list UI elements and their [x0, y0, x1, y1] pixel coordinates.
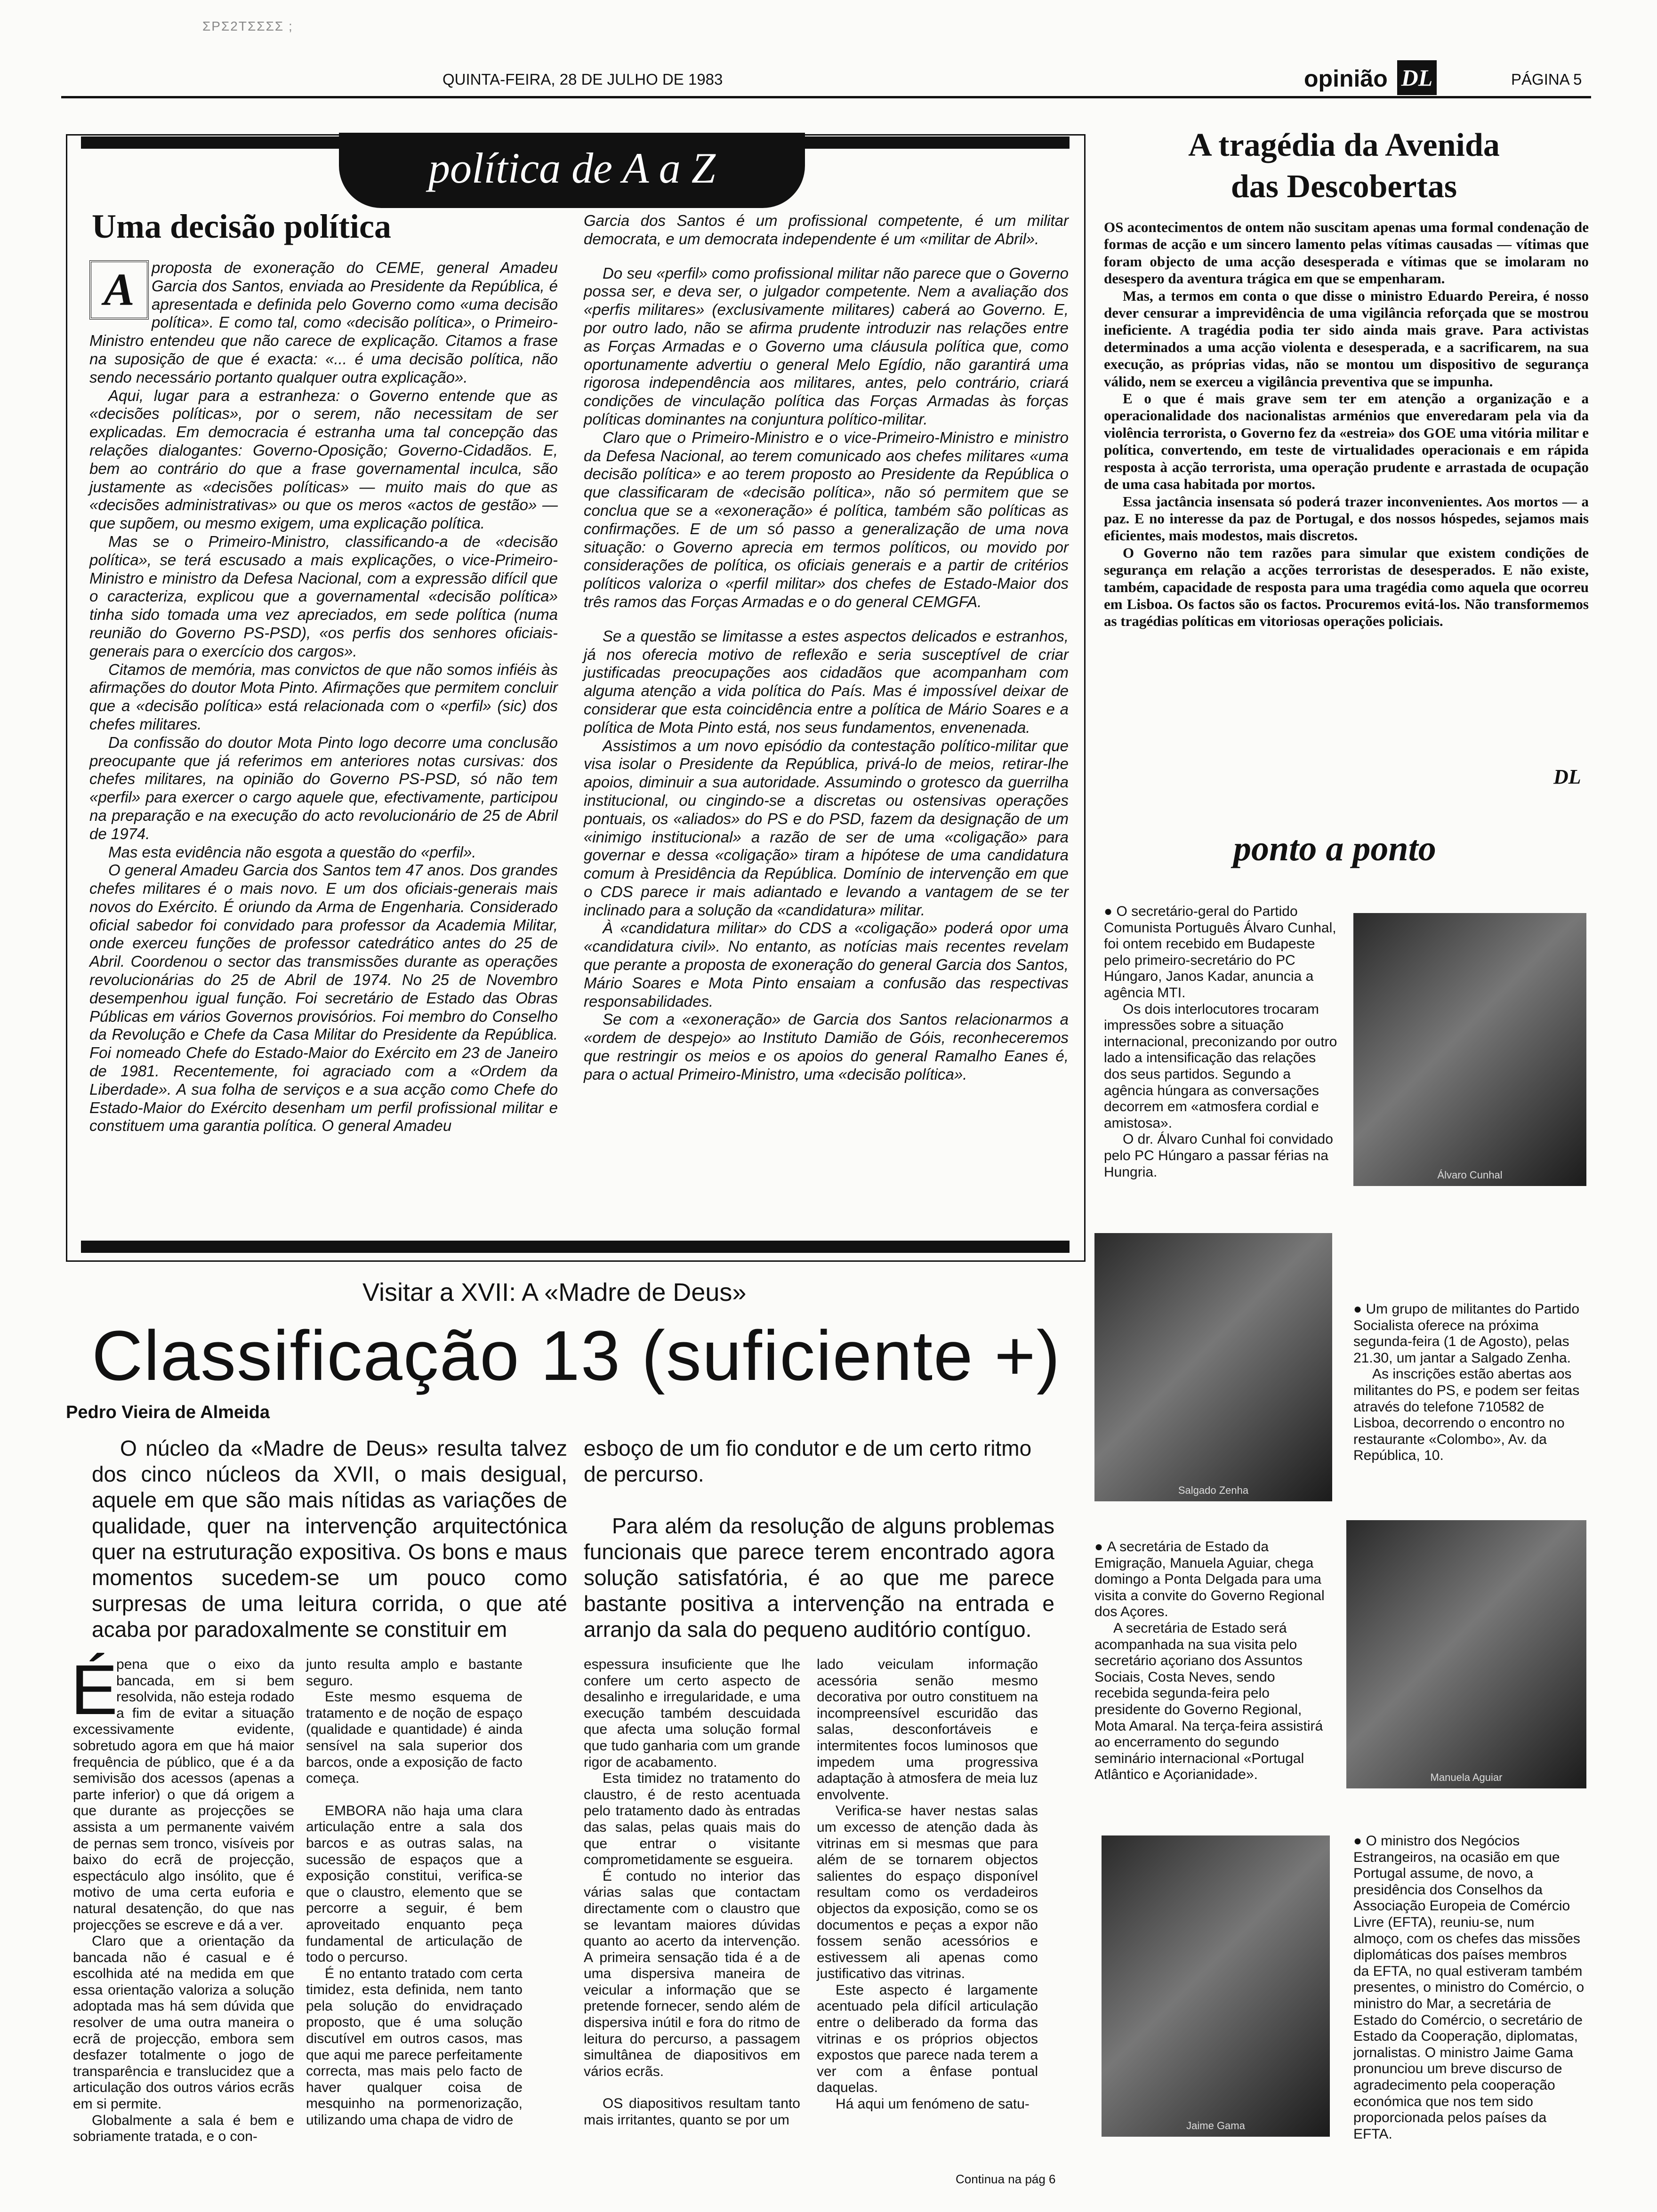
review-title: Classificação 13 (suficiente +): [92, 1316, 1061, 1395]
continued-note: Continua na pág 6: [956, 2172, 1056, 2186]
review-paragraph: Claro que a orientação da bancada não é casual e é escolhida até na medida em que essa orientação valoriza a solução adoptada mas há sem dúvida que resolver de uma outra maneira o ecrã de projecção, embora sem desfazer totalmente o jogo de transparência e translucidez que a articulação dos outros vários ecrãs em si permite.: [73, 1933, 294, 2112]
review-lead-paragraph: Para além da resolução de alguns problemas funcionais que parece terem encontrado agora solução satisfatória, é ao que me parece bastante positiva a intervenção na entrada e arranjo da sala do pequeno auditório contíguo.: [584, 1514, 1054, 1642]
az-bottom-rule: [81, 1241, 1070, 1253]
review-lead-paragraph: esboço de um fio condutor e de um certo ritmo de percurso.: [584, 1436, 1032, 1486]
ponto-paragraph: Os dois interlocutores trocaram impressões sobre a situação internacional, preconizando por outro lado a intensificação das relações dos seus partidos. Segundo a agência húngara as conversações decorrem em «atmosfera cordial e amistosa».: [1104, 1001, 1337, 1131]
editorial-paragraph: O Governo não tem razões para simular que existem condições de segurança em relação a acções terroristas de desesperados. E não existe, também, capacidade de resposta para uma tragédia como aquela que ocorreu em Lisboa. Os factos são os factos. Procuremos evitá-los. Não transformemos as tragédias políticas em vitoriosas operações policiais.: [1104, 544, 1589, 630]
photo-zenha: [1094, 1233, 1332, 1501]
review-paragraph: junto resulta amplo e bastante seguro.: [306, 1657, 523, 1689]
az-paragraph: Garcia dos Santos é um profissional competente, é um militar democrata, e um democrata independente é um «militar de Abril».: [584, 212, 1069, 248]
az-paragraph: À «candidatura militar» do CDS a «coligação» poderá opor uma «candidatura civil». No entanto, as notícias mais recentes revelam que perante a proposta de exoneração do general Garcia dos Santos, Mário Soares e Mota Pinto ensaiam a confusão das respectivas responsabilidades.: [584, 919, 1069, 1010]
editorial-paragraph: Mas, a termos em conta o que disse o ministro Eduardo Pereira, é nosso dever censurar a imprevidência de uma vigilância reforçada que se mostrou ineficiente. A tragédia podia ter sido ainda mais grave. Para activistas determinados a uma acção violenta e desesperada, e a sacrificarem, na sua execução, as próprias vidas, não se montou um dispositivo de segurança válido, nem se exerceu a vigilância preventiva que se impunha.: [1104, 287, 1589, 390]
editorial-paragraph: E o que é mais grave sem ter em atenção a organização e a operacionalidade dos nacionalistas arménios que enveredaram pela via da violência terrorista, o Governo fez da «estreia» dos GOE uma vitória militar e política, convertendo, em teste de virtualidades operacionais e em rápida resposta à acção terrorista, uma operação prudente e arrastada de ocupação de uma casa habitada por mortos.: [1104, 390, 1589, 493]
az-paragraph: Claro que o Primeiro-Ministro e o vice-Primeiro-Ministro e ministro da Defesa Nacional, ao terem comunicado aos chefes militares «uma decisão política» e ao terem proposto ao Presidente da República o que classificaram de «decisão política», não só permitem que se conclua que se a «exoneração» é política, também são políticas as confirmações. E de um só passo a generalização de uma nova situação: o Governo aprecia em termos políticos, ou movido por considerações de política, os oficiais generais e a partir de critérios políticos valoriza o «perfil militar» dos chefes de Estado-Maior dos três ramos das Forças Armadas e o do general CEMGFA.: [584, 428, 1069, 610]
review-author: Pedro Vieira de Almeida: [66, 1403, 270, 1422]
az-paragraph: Da confissão do doutor Mota Pinto logo decorre uma conclusão preocupante que já referimos em anteriores notas cursivas: dos chefes militares, na opinião do Governo PS-PSD, só não tem «perfil» para exercer o cargo aquele que, efectivamente, participou na preparação e na execução do acto revolucionário de 25 de Abril de 1974.: [89, 733, 558, 842]
ponto-paragraph: ● O ministro dos Negócios Estrangeiros, na ocasião em que Portugal assume, de novo, a presidência dos Conselhos da Associação Europeia de Comércio Livre (EFTA), reuniu-se, num almoço, com os chefes das missões diplomáticas dos países membros da EFTA, no qual estiveram também presentes, o ministro do Comércio, o ministro do Mar, a secretária de Estado do Comércio, o secretário de Estado da Cooperação, diplomatas, jornalistas. O ministro Jaime Gama pronunciou um breve discurso de agradecimento pela cooperação económica que nos tem sido proporcionada pelos países da EFTA.: [1353, 1833, 1586, 2142]
az-dropcap: A: [89, 260, 149, 320]
ponto-item-cunhal: [1104, 904, 1339, 1180]
ponto-paragraph: ● O secretário-geral do Partido Comunista Português Álvaro Cunhal, foi ontem recebido em Budapeste pelo primeiro-secretário do PC Húngaro, Janos Kadar, anuncia a agência MTI.: [1104, 904, 1339, 1002]
page-number: PÁGINA 5: [1511, 71, 1582, 88]
review-paragraph: EMBORA não haja uma clara articulação entre a sala dos barcos e as outras salas, na sucessão de espaços que a exposição constitui, verifica-se que o claustro, elemento que se percorre a seguir, é bem aproveitado enquanto peça fundamental de articulação de todo o percurso.: [306, 1803, 523, 1965]
ponto-item-zenha: [1353, 1301, 1586, 1464]
review-paragraph: espessura insuficiente que lhe confere um certo aspecto de desalinho e irregularidade, e uma execução também descuidada que afecta uma solução formal que tudo ganharia com um grande rigor de acabamento.: [584, 1657, 800, 1770]
az-paragraph: Se a questão se limitasse a estes aspectos delicados e estranhos, já nos oferecia motivo de reflexão e seria susceptível de criar justificadas preocupações aos cidadãos que acompanham com alguma atenção a vida política do País. Mas é impossível deixar de considerar que esta coincidência entre a política de Mário Soares e a política de Mota Pinto está, nos seus fundamentos, envenenada.: [584, 627, 1069, 736]
ponto-heading: ponto a ponto: [1233, 829, 1436, 868]
az-paragraph: proposta de exoneração do CEME, general Amadeu Garcia dos Santos, enviada ao Presidente da República, é apresentada e definida pelo Governo como «uma decisão política». E como tal, como «decisão política», o Primeiro-Ministro entendeu que não carece de explicação. Citamos a frase na suposição de que é exacta: «... é uma decisão política, não sendo necessário portanto qualquer outra explicação».: [89, 259, 558, 386]
scan-marks: ΣΡΣ2ΤΣΣΣΣ ;: [202, 19, 293, 33]
ponto-paragraph: As inscrições estão abertas aos militantes do PS, e podem ser feitas através do telefone 710582 de Lisboa, decorrendo o encontro no restaurante «Colombo», Av. da República, 10.: [1353, 1366, 1580, 1464]
review-paragraph: Globalmente a sala é bem e sobriamente tratada, e o con-: [73, 2112, 294, 2145]
review-paragraph: Este mesmo esquema de tratamento e de noção de espaço (qualidade e quantidade) é ainda sensível na sala superior dos barcos, onde a exposição de facto começa.: [306, 1689, 523, 1787]
review-paragraph: pena que o eixo da bancada, em si bem resolvida, não esteja rodado a fim de evitar a situação excessivamente evidente, sobretudo agora em que há maior frequência de público, que é a da semivisão dos acessos (apenas a parte inferior) o que dá origem a que durante as projecções se assista a um permanente vaivém de pernas sem tronco, visíveis por baixo do ecrã de projecção, espectáculo algo insólito, que é motivo de uma certa euforia e natural desatenção, do que nas projecções se escreve e dá a ver.: [73, 1657, 294, 1933]
photo-gama: [1102, 1835, 1330, 2137]
newspaper-logo: DL: [1397, 60, 1437, 95]
az-column-1: [89, 259, 558, 1135]
header-rule: [61, 96, 1591, 98]
photo-caption: Manuela Aguiar: [1430, 1771, 1503, 1783]
editorial-signature: DL: [1553, 765, 1581, 788]
az-paragraph: Assistimos a um novo episódio da contestação político-militar que visa isolar o Presidente da República, privá-lo de meios, retirar-lhe apoios, diminuir a sua autoridade. Assumindo o grotesco da guerrilha institucional, ou cingindo-se a discretas ou ostensivas operações pontuais, os «aliados» do PS e do PSD, fazem da designação de um «inimigo institucional» a razão de ser de uma «coligação» para governar e dessa «coligação» tiram a hipótese de uma candidatura comum à Presidência da República. Domínio de intervenção em que o CDS parece ir mais adiantado e levando a vantagem de se ter inclinado para a solução da «candidatura» militar.: [584, 737, 1069, 919]
editorial-title-line: A tragédia da Avenida: [1188, 127, 1500, 163]
ponto-paragraph: ● A secretária de Estado da Emigração, Manuela Aguiar, chega domingo a Ponta Delgada para uma visita a convite do Governo Regional dos Açores.: [1094, 1539, 1330, 1620]
review-paragraph: Esta timidez no tratamento do claustro, é de resto acentuada pelo tratamento dado às entradas das salas, pelas quais mais do que entrar o visitante comprometidamente se esgueira.: [584, 1771, 800, 1868]
az-paragraph: Se com a «exoneração» de Garcia dos Santos relacionarmos a «ordem de despejo» ao Instituto Damião de Góis, reconheceremos que restringir os meios e os apoios do general Ramalho Eanes é, para o actual Primeiro-Ministro, uma «decisão política».: [584, 1010, 1069, 1083]
review-kicker: Visitar a XVII: A «Madre de Deus»: [362, 1278, 747, 1306]
review-dropcap: É: [71, 1650, 118, 1729]
editorial-paragraph: OS acontecimentos de ontem não suscitam apenas uma formal condenação de formas de acção e um sincero lamento pelas vítimas causadas — vítimas que foram objecto de uma acção desesperada e vítimas que se imolaram no desespero da aventura trágica em que se empenharam.: [1104, 219, 1589, 287]
section-name: opinião: [1304, 65, 1388, 92]
photo-aguiar: [1346, 1520, 1586, 1788]
review-paragraph: É no entanto tratado com certa timidez, esta definida, nem tanto pela solução do envidraçado proposto, que é uma solução discutível em outros casos, mas que aqui me parece perfeitamente correcta, mas mais pelo facto de haver qualquer coisa de mesquinho na pormenorização, utilizando uma chapa de vidro de: [306, 1965, 523, 2128]
ponto-paragraph: O dr. Álvaro Cunhal foi convidado pelo PC Húngaro a passar férias na Hungria.: [1104, 1131, 1333, 1180]
review-paragraph: Há aqui um fenómeno de satu-: [836, 2096, 1030, 2112]
editorial-paragraph: Essa jactância insensata só poderá trazer inconvenientes. Aos mortos — a paz. E no interesse da paz de Portugal, e dos nossos hóspedes, sejamos mais eficientes, mais modestos, mais discretos.: [1104, 493, 1589, 544]
ponto-item-aguiar: [1094, 1539, 1330, 1783]
photo-caption: Jaime Gama: [1186, 2120, 1245, 2132]
review-lead-right: [584, 1435, 1054, 1643]
review-paragraph: OS diapositivos resultam tanto mais irritantes, quanto se por um: [584, 2096, 800, 2128]
photo-cunhal: [1353, 913, 1586, 1186]
review-column-2: [306, 1657, 523, 2129]
az-banner: política de A a Z: [339, 133, 805, 208]
az-paragraph: O general Amadeu Garcia dos Santos tem 47 anos. Dos grandes chefes militares é o mais novo. E um dos oficiais-generais mais novos do Exército. É oriundo da Arma de Engenharia. Considerado oficial sabedor foi convidado para professor da Academia Militar, onde exerceu funções de professor catedrático antes do 25 de Abril. Coordenou o sector das transmissões durante as operações revolucionárias do 25 de Abril de 1974. No 25 de Novembro desempenhou igual função. Foi secretário de Estado das Obras Públicas em vários Governos provisórios. Foi membro do Conselho da Revolução e Chefe da Casa Militar do Presidente da República. Foi nomeado Chefe do Estado-Maior do Exército em 23 de Janeiro de 1981. Recentemente, foi agraciado com a «Ordem da Liberdade». A sua folha de serviços e a sua acção como Chefe do Estado-Maior do Exército desenham um perfil profissional militar e constituem uma garantia política. O general Amadeu: [89, 861, 558, 1135]
review-paragraph: Este aspecto é largamente acentuado pela difícil articulação entre o deliberado da forma das vitrinas e os próprios objectos expostos que parece nada terem a ver com a ênfase pontual daquelas.: [817, 1982, 1038, 2096]
review-paragraph: lado veiculam informação acessória senão mesmo decorativa por outro constituem na incompreensível escuridão das salas, desconfortáveis e intermitentes focos luminosos que impedem uma progressiva adaptação à atmosfera de meia luz envolvente.: [817, 1657, 1038, 1803]
az-paragraph: Mas esta evidência não esgota a questão do «perfil».: [108, 843, 476, 861]
photo-caption: Álvaro Cunhal: [1437, 1169, 1503, 1181]
review-paragraph: Verifica-se haver nestas salas um excesso de atenção dada às vitrinas em si mesmas que para além de se tornarem objectos salientes do espaço disponível resultam como os verdadeiros objectos da exposição, como se os documentos e peças a expor não fossem senão acessórios e estivessem ali apenas como justificativo das vitrinas.: [817, 1803, 1038, 1982]
ponto-item-gama: [1353, 1833, 1586, 2142]
editorial-body: [1104, 219, 1589, 630]
review-lead-left: O núcleo da «Madre de Deus» resulta talvez dos cinco núcleos da XVII, o mais desigual, aquele em que são mais nítidas as variações de qualidade, quer na intervenção arquitectónica quer na estruturação expositiva. Os bons e maus momentos sucedem-se um pouco como surpresas de uma leitura corrida, o que até acaba por paradoxalmente se constituir em: [92, 1436, 567, 1642]
az-paragraph: Citamos de memória, mas convictos de que não somos infiéis às afirmações do doutor Mota Pinto. Afirmações que permitem concluir que a «decisão política» está relacionada com o «perfil» (sic) dos chefes militares.: [89, 660, 558, 733]
editorial-title-line: das Descobertas: [1231, 168, 1457, 205]
header-date: QUINTA-FEIRA, 28 DE JULHO DE 1983: [442, 71, 723, 88]
az-column-2: [584, 212, 1069, 1084]
review-column-4: [817, 1657, 1038, 2113]
az-paragraph: Mas se o Primeiro-Ministro, classificando-a de «decisão política», se terá escusado a mais explicações, o vice-Primeiro-Ministro e ministro da Defesa Nacional, com a expressão difícil que o caracteriza, explicou que a governamental «decisão política» tinha sido tomada uma vez apreciados, em sede política (numa reunião do Governo PS-PSD), «os perfis dos senhores oficiais-generais para o exercício dos cargos».: [89, 532, 558, 660]
az-paragraph: Do seu «perfil» como profissional militar não parece que o Governo possa ser, e deva ser, o julgador competente. Nem a avaliação dos «perfis militares» (exclusivamente militares) caberá ao Governo. E, por outro lado, não se afirma prudente introduzir nas relações entre as Forças Armadas e o Governo uma cláusula política que, como oportunamente advertiu o general Melo Egídio, não garantirá uma rigorosa independência aos militares, antes, pelo contrário, criará condições de vinculação política das Forças Armadas às forças políticas dominantes na conjuntura político-militar.: [584, 264, 1069, 428]
review-column-3: [584, 1657, 800, 2129]
photo-caption: Salgado Zenha: [1178, 1484, 1249, 1496]
az-headline: Uma decisão política: [92, 208, 391, 245]
ponto-paragraph: A secretária de Estado será acompanhada na sua visita pelo secretário açoriano dos Assuntos Sociais, Costa Neves, sendo recebida segunda-feira pelo presidente do Governo Regional, Mota Amaral. Na terça-feira assistirá ao encerramento do segundo seminário internacional «Portugal Atlântico e Açorianidade».: [1094, 1620, 1323, 1783]
ponto-paragraph: ● Um grupo de militantes do Partido Socialista oferece na próxima segunda-feira (1 de Agosto), pelas 21.30, um jantar a Salgado Zenha.: [1353, 1301, 1586, 1366]
review-column-1: [73, 1657, 294, 2145]
review-paragraph: É contudo no interior das várias salas que contactam directamente com o claustro que se levantam maiores dúvidas quanto ao acerto da intervenção. A primeira sensação tida é a de uma dispersiva maneira de veicular a informação que se pretende fornecer, sendo além de dispersiva inútil e fora do ritmo de leitura do percurso, a passagem simultânea de diapositivos em vários ecrãs.: [584, 1868, 800, 2079]
editorial-title: [1102, 125, 1586, 208]
az-paragraph: Aqui, lugar para a estranheza: o Governo entende que as «decisões políticas», por o serem, não necessitam de ser explicadas. Em democracia é estranha uma tal concepção das relações dialogantes: Governo-Oposição; Governo-Cidadãos. E, bem ao contrário do que a frase governamental inculca, são justamente as «decisões políticas» — muito mais do que as «decisões administrativas» ou que os meros «actos de gestão» — que supõem, ou mesmo exigem, uma explicação política.: [89, 386, 558, 532]
